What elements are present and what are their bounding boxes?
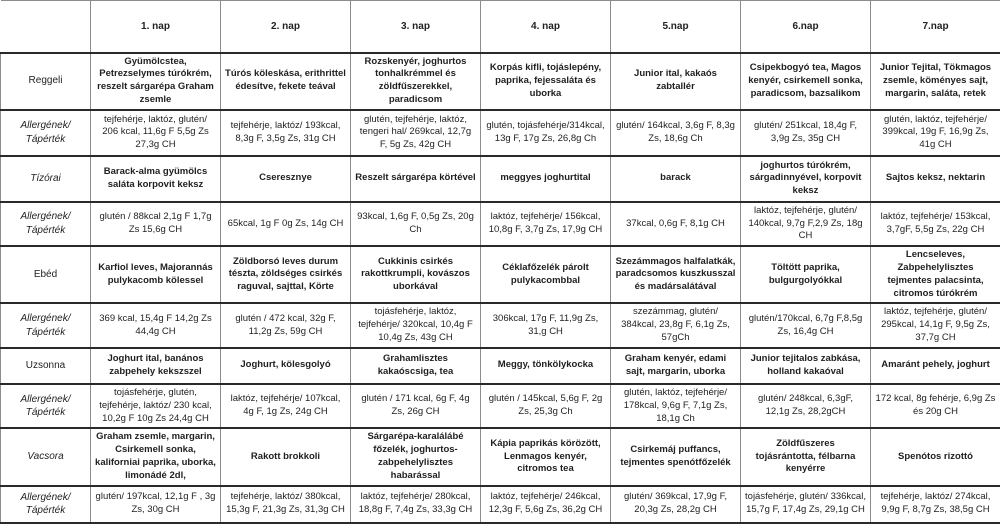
menu-cell: barack: [611, 156, 741, 202]
menu-cell: Karfiol leves, Majorannás pulykacomb kölessel: [91, 246, 221, 303]
day-header-3: 3. nap: [351, 1, 481, 53]
row-allergens-2: [1, 202, 1000, 246]
menu-cell: Zöldborsó leves durum tészta, zöldséges csirkés raguval, sajttal, Körte: [221, 246, 351, 303]
day-header-2: 2. nap: [221, 1, 351, 53]
day-header-1: 1. nap: [91, 1, 221, 53]
day-header-5: 5.nap: [611, 1, 741, 53]
allergen-cell: szezámmag, glutén/ 384kcal, 23,8g F, 6,1g Zs, 57gCh: [611, 303, 741, 347]
allergen-cell: tojásfehérje, glutén/ 336kcal, 15,7g F, 17,4g Zs, 29,1g CH: [741, 486, 871, 523]
row-label-allergens: Allergének/ Tápérték: [1, 202, 91, 246]
menu-cell: Junior Tejital, Tökmagos zsemle, köményes sajt, margarin, saláta, retek: [871, 53, 1000, 110]
menu-cell: Cukkinis csirkés rakottkrumpli, kovászos uborkával: [351, 246, 481, 303]
row-label-ebed: Ebéd: [1, 246, 91, 303]
menu-cell: Lencseleves, Zabpehelylisztes tejmentes palacsinta, citromos túrókrém: [871, 246, 1000, 303]
allergen-cell: glutén / 472 kcal, 32g F, 11,2g Zs, 59g CH: [221, 303, 351, 347]
row-ebed: [1, 246, 1000, 303]
allergen-cell: glutén/ 197kcal, 12,1g F , 3g Zs, 30g CH: [91, 486, 221, 523]
allergen-cell: tejfehérje, laktóz, glutén/ 206 kcal, 11,6g F 5,5g Zs 27,3g CH: [91, 110, 221, 156]
row-label-allergens: Allergének/ Tápérték: [1, 303, 91, 347]
corner-cell: [1, 1, 91, 53]
allergen-cell: laktóz, tejfehérje/ 107kcal, 4g F, 1g Zs, 24g CH: [221, 384, 351, 428]
allergen-cell: tejfehérje, laktóz/ 274kcal, 9,9g F, 8,7g Zs, 38,5g CH: [871, 486, 1000, 523]
menu-cell: Spenótos rizottó: [871, 428, 1000, 485]
allergen-cell: 306kcal, 17g F, 11,9g Zs, 31,g CH: [481, 303, 611, 347]
row-label-tizorai: Tízórai: [1, 156, 91, 202]
allergen-cell: 93kcal, 1,6g F, 0,5g Zs, 20g Ch: [351, 202, 481, 246]
allergen-cell: glutén, tojásfehérje/314kcal, 13g F, 17g Zs, 26,8g Ch: [481, 110, 611, 156]
menu-cell: Meggy, tönkölykocka: [481, 348, 611, 384]
row-label-allergens: Allergének/ Tápérték: [1, 486, 91, 523]
menu-cell: Töltött paprika, bulgurgolyókkal: [741, 246, 871, 303]
allergen-cell: laktóz, tejfehérje/ 246kcal, 12,3g F, 5,6g Zs, 36,2g CH: [481, 486, 611, 523]
allergen-cell: tojásfehérje, glutén, tejfehérje, laktóz/ 230 kcal, 10,2g F 10g Zs 24,4g CH: [91, 384, 221, 428]
allergen-cell: glutén/ 369kcal, 17,9g F, 20,3g Zs, 28,2g CH: [611, 486, 741, 523]
menu-cell: Reszelt sárgarépa körtével: [351, 156, 481, 202]
allergen-cell: tejfehérje, laktóz/ 193kcal, 8,3g F, 3,5g Zs, 31g CH: [221, 110, 351, 156]
menu-cell: Amaránt pehely, joghurt: [871, 348, 1000, 384]
menu-cell: Junior ital, kakaós zabtallér: [611, 53, 741, 110]
menu-cell: Grahamlisztes kakaóscsiga, tea: [351, 348, 481, 384]
allergen-cell: laktóz, tejfehérje/ 280kcal, 18,8g F, 7,4g Zs, 33,3g CH: [351, 486, 481, 523]
menu-cell: Barack-alma gyümölcs saláta korpovit keksz: [91, 156, 221, 202]
allergen-cell: laktóz, tejfehérje/ 156kcal, 10,8g F, 3,7g Zs, 17,9g CH: [481, 202, 611, 246]
menu-cell: Sárgarépa-karalálábé főzelék, joghurtos-zabpehelylisztes habarással: [351, 428, 481, 485]
allergen-cell: glutén/ 251kcal, 18,4g F, 3,9g Zs, 35g CH: [741, 110, 871, 156]
menu-cell: Zöldfűszeres tojásrántotta, félbarna kenyérre: [741, 428, 871, 485]
menu-cell: Joghurt, kölesgolyó: [221, 348, 351, 384]
row-label-vacsora: Vacsora: [1, 428, 91, 485]
allergen-cell: glutén/ 164kcal, 3,6g F, 8,3g Zs, 18,6g Ch: [611, 110, 741, 156]
allergen-cell: 172 kcal, 8g fehérje, 6,9g Zs és 20g CH: [871, 384, 1000, 428]
row-allergens-3: [1, 303, 1000, 347]
allergen-cell: glutén/ 248kcal, 6,3gF, 12,1g Zs, 28,2gCH: [741, 384, 871, 428]
row-uzsonna: [1, 348, 1000, 384]
allergen-cell: laktóz, tejfehérje/ 153kcal, 3,7gF, 5,5g Zs, 22g CH: [871, 202, 1000, 246]
menu-cell: Joghurt ital, banános zabpehely kekszszel: [91, 348, 221, 384]
allergen-cell: glutén / 88kcal 2,1g F 1,7g Zs 15,6g CH: [91, 202, 221, 246]
allergen-cell: glutén, tejfehérje, laktóz, tengeri hal/ 269kcal, 12,7g F, 5g Zs, 42g CH: [351, 110, 481, 156]
menu-cell: Cseresznye: [221, 156, 351, 202]
menu-cell: Csipekbogyó tea, Magos kenyér, csirkemell sonka, paradicsom, bazsalikom: [741, 53, 871, 110]
allergen-cell: laktóz, tejfehérje, glutén/ 295kcal, 14,1g F, 9,5g Zs, 37,7g CH: [871, 303, 1000, 347]
menu-cell: Csirkemáj puffancs, tejmentes spenótfőzelék: [611, 428, 741, 485]
row-reggeli: [1, 53, 1000, 110]
allergen-cell: 65kcal, 1g F 0g Zs, 14g CH: [221, 202, 351, 246]
menu-cell: Rakott brokkoli: [221, 428, 351, 485]
menu-cell: Korpás kifli, tojáslepény, paprika, fejessaláta és uborka: [481, 53, 611, 110]
allergen-cell: 369 kcal, 15,4g F 14,2g Zs 44,4g CH: [91, 303, 221, 347]
row-tizorai: [1, 156, 1000, 202]
day-header-7: 7.nap: [871, 1, 1000, 53]
allergen-cell: laktóz, tejfehérje, glutén/ 140kcal, 9,7g F,2,9 Zs, 18g CH: [741, 202, 871, 246]
allergen-cell: tejfehérje, laktóz/ 380kcal, 15,3g F, 21,3g Zs, 31,3g CH: [221, 486, 351, 523]
allergen-cell: glutén, laktóz, tejfehérje/ 178kcal, 9,6g F, 7,1g Zs, 18,1g Ch: [611, 384, 741, 428]
day-header-6: 6.nap: [741, 1, 871, 53]
menu-cell: Gyümölcstea, Petrezselymes túrókrém, reszelt sárgarépa Graham zsemle: [91, 53, 221, 110]
menu-cell: Céklafőzelék párolt pulykacombbal: [481, 246, 611, 303]
menu-cell: meggyes joghurtital: [481, 156, 611, 202]
menu-cell: Sajtos keksz, nektarin: [871, 156, 1000, 202]
menu-cell: Kápia paprikás körözött, Lenmagos kenyér, citromos tea: [481, 428, 611, 485]
allergen-cell: glutén, laktóz, tejfehérje/ 399kcal, 19g F, 16,9g Zs, 41g CH: [871, 110, 1000, 156]
row-label-allergens: Allergének/ Tápérték: [1, 384, 91, 428]
allergen-cell: glutén / 171 kcal, 6g F, 4g Zs, 26g CH: [351, 384, 481, 428]
menu-cell: Túrós köleskása, erithrittel édesítve, fekete teával: [221, 53, 351, 110]
row-allergens-4: [1, 384, 1000, 428]
row-allergens-1: [1, 110, 1000, 156]
menu-cell: Szezámmagos halfalatkák, paradcsomos kuszkusszal és madársalátával: [611, 246, 741, 303]
row-vacsora: [1, 428, 1000, 485]
row-label-allergens: Allergének/ Tápérték: [1, 110, 91, 156]
allergen-cell: 37kcal, 0,6g F, 8,1g CH: [611, 202, 741, 246]
menu-cell: Rozskenyér, joghurtos tonhalkrémmel és zöldfűszerekkel, paradicsom: [351, 53, 481, 110]
header-row: [1, 1, 1000, 53]
allergen-cell: glutén / 145kcal, 5,6g F, 2g Zs, 25,3g Ch: [481, 384, 611, 428]
row-label-uzsonna: Uzsonna: [1, 348, 91, 384]
allergen-cell: tojásfehérje, laktóz, tejfehérje/ 320kcal, 10,4g F 10,4g Zs, 43g CH: [351, 303, 481, 347]
row-label-reggeli: Reggeli: [1, 53, 91, 110]
menu-cell: Graham kenyér, edami sajt, margarin, uborka: [611, 348, 741, 384]
menu-cell: joghurtos túrókrém, sárgadinnyével, korpovit keksz: [741, 156, 871, 202]
menu-cell: Junior tejitalos zabkása, holland kakaóval: [741, 348, 871, 384]
menu-cell: Graham zsemle, margarin, Csirkemell sonka, kaliforniai paprika, uborka, limonádé 2dl,: [91, 428, 221, 485]
row-allergens-5: [1, 486, 1000, 523]
allergen-cell: glutén/170kcal, 6,7g F,8,5g Zs, 16,4g CH: [741, 303, 871, 347]
day-header-4: 4. nap: [481, 1, 611, 53]
